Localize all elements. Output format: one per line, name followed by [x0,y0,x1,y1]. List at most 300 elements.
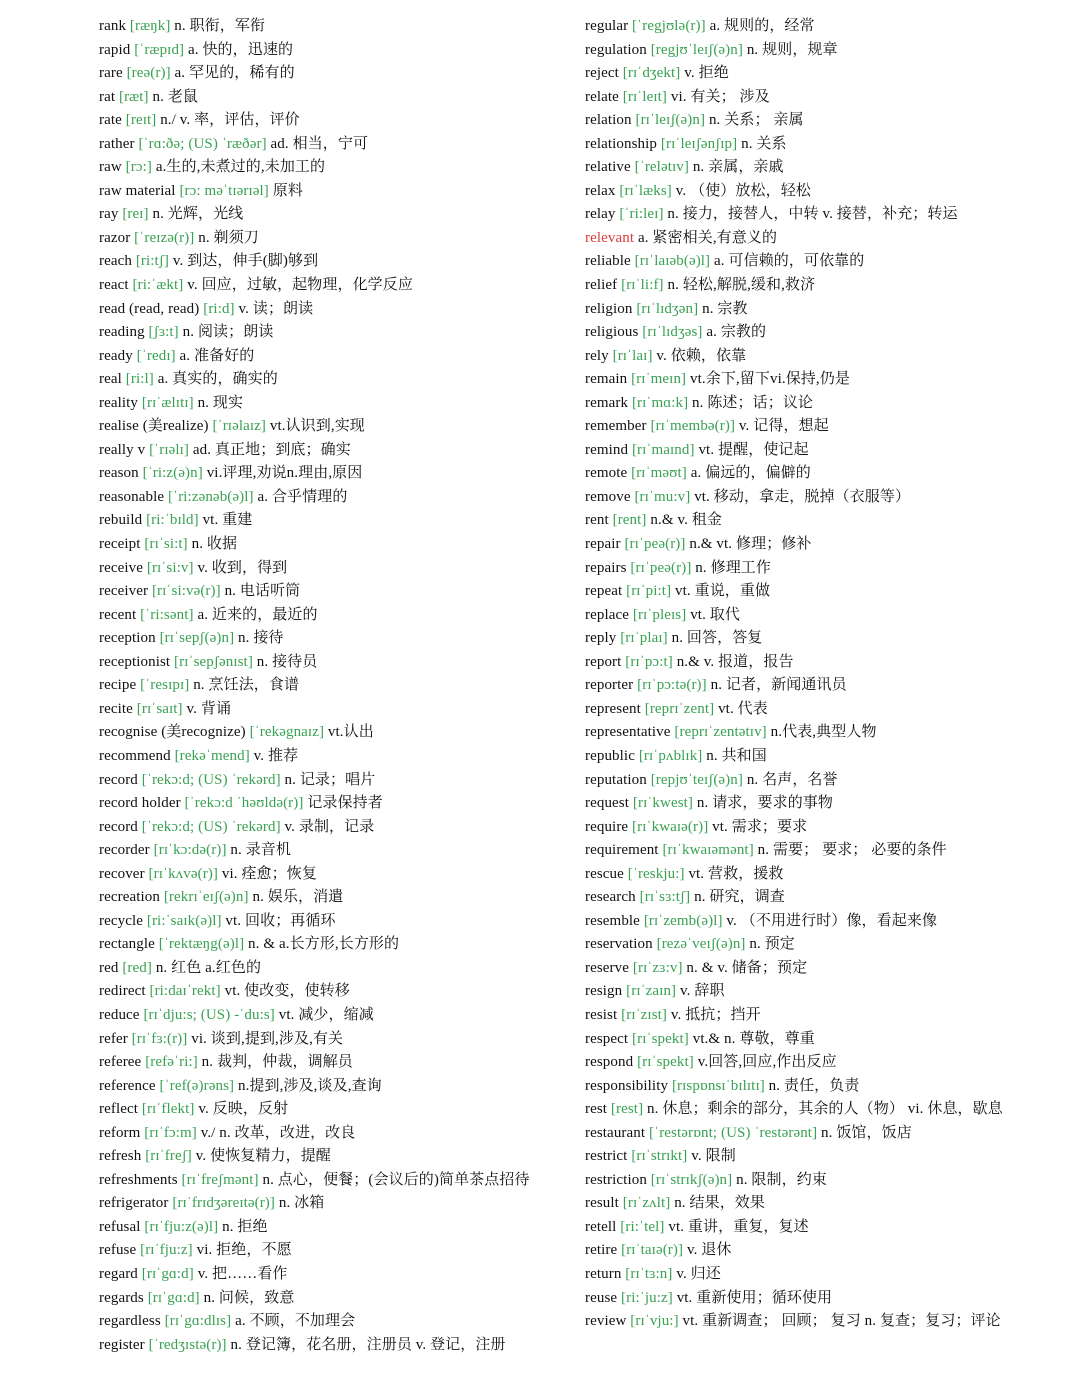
dictionary-entry [99,1169,561,1193]
dictionary-entry [99,509,561,533]
entry-phonetic: [rɪˈmɑ:k] [631,394,689,411]
entry-meaning: n. 登记簿，花名册，注册员 v. 登记，注册 [230,1336,506,1353]
entry-meaning: n. 点心，便餐；(会议后的)简单茶点招待 [262,1171,530,1188]
dictionary-entry [585,910,1047,934]
entry-word: refreshments [99,1171,178,1188]
dictionary-entry [585,345,1047,369]
entry-phonetic: [rɪˈdju:s; (US) -ˈdu:s] [143,1006,275,1023]
entry-meaning: v. （使）放松，轻松 [675,182,811,199]
entry-meaning: v. （不用进行时）像，看起来像 [726,912,938,929]
dictionary-entry [585,86,1047,110]
dictionary-entry [99,1216,561,1240]
entry-word: research [585,889,636,906]
entry-meaning: n. 老鼠 [152,88,199,105]
entry-word: republic [585,747,635,764]
entry-phonetic: [rɪspɒnsɪˈbɪlɪtɪ] [671,1077,765,1094]
dictionary-entry [585,227,1047,251]
entry-meaning: v. 依赖，依靠 [656,347,747,364]
entry-word: reflect [99,1101,138,1118]
entry-phonetic: [rɪˈpʌblɪk] [638,747,703,764]
entry-phonetic: [rɪˈpeə(r)] [624,536,686,553]
entry-phonetic: [ˈrekɔ:d; (US) ˈrekərd] [141,771,281,788]
entry-word: rapid [99,41,131,58]
entry-word: relay [585,206,616,223]
dictionary-entry [585,62,1047,86]
dictionary-entry [585,1051,1047,1075]
entry-phonetic: [rɪˈleɪʃənʃɪp] [660,135,738,152]
entry-meaning: vt. 代表 [718,700,768,717]
entry-meaning: n. 结果，效果 [674,1195,766,1212]
entry-phonetic: [ˈref(ə)rəns] [159,1077,235,1094]
entry-phonetic: [rɪˈpɔ:t] [625,653,673,670]
entry-phonetic: [red] [122,959,152,976]
entry-phonetic: [rɪˈlɪdʒən] [636,300,699,317]
dictionary-entry [585,1216,1047,1240]
entry-phonetic: [ræŋk] [129,18,171,34]
entry-meaning: vi. 拒绝，不愿 [196,1242,292,1259]
entry-meaning: v. 背诵 [186,700,232,717]
entry-phonetic: [ˈrestərɒnt; (US) ˈrestərənt] [649,1124,818,1141]
entry-word: rebuild [99,512,143,529]
entry-word: reduce [99,1006,140,1023]
entry-meaning: vi. 谈到,提到,涉及,有关 [191,1030,344,1047]
entry-word: retell [585,1218,617,1235]
dictionary-entry [99,698,561,722]
dictionary-entry [585,980,1047,1004]
dictionary-entry [585,557,1047,581]
dictionary-entry [99,180,561,204]
entry-meaning: vt. 移动，拿走，脱掉（衣服等） [694,488,911,505]
entry-word: remember [585,418,647,435]
entry-phonetic: [ri:daɪˈrekt] [149,983,221,1000]
entry-meaning: v. 到达，伸手(脚)够到 [172,253,319,270]
dictionary-entry [99,604,561,628]
dictionary-entry [99,133,561,157]
entry-phonetic: [ˈrekəgnaɪz] [249,724,325,741]
entry-meaning: vt. 需求；要求 [712,818,808,835]
entry-phonetic: [ˈredʒɪstə(r)] [148,1336,227,1353]
entry-word: reference [99,1077,156,1094]
dictionary-entry [99,39,561,63]
entry-meaning: n. 研究，调查 [694,889,785,906]
entry-phonetic: [ri:d] [203,300,235,317]
entry-meaning: n./ v. 率，评估，评价 [160,112,300,129]
entry-meaning: n.代表,典型人物 [770,724,877,741]
entry-meaning: n. 烹饪法，食谱 [193,677,300,694]
entry-meaning: n. 录音机 [230,842,292,859]
entry-meaning: n. 责任，负责 [768,1077,860,1094]
entry-meaning: ad. 真正地；到底；确实 [192,441,351,458]
entry-word: requirement [585,842,659,859]
entry-phonetic: [rɪˈsi:v] [146,559,194,576]
entry-meaning: a. 近来的，最近的 [197,606,318,623]
entry-word: request [585,795,630,812]
entry-meaning: a. 紧密相关,有意义的 [637,229,778,246]
dictionary-entry [99,1263,561,1287]
entry-word: register [99,1336,145,1353]
entry-phonetic: [ˈregjʊlə(r)] [632,18,706,34]
entry-meaning: a. 偏远的，偏僻的 [690,465,811,482]
entry-word: relationship [585,135,658,152]
dictionary-entry [99,156,561,180]
entry-phonetic: [reə(r)] [126,65,171,82]
dictionary-entry [585,250,1047,274]
entry-meaning: n. 休息；剩余的部分，其余的人（物） vi. 休息，歇息 [647,1101,1003,1118]
entry-phonetic: [rɪˈsaɪt] [136,700,183,717]
entry-meaning: v. 辞职 [680,983,725,1000]
entry-phonetic: [rɪˈstrɪkʃ(ə)n] [650,1171,733,1188]
entry-phonetic: [ri:l] [125,371,154,388]
entry-phonetic: [rɪˈleɪʃ(ə)n] [635,112,706,129]
entry-phonetic: [rɪˈməʊt] [631,465,687,482]
dictionary-entry [585,933,1047,957]
entry-meaning: n. 关系； 亲属 [708,112,804,129]
entry-word: referee [99,1054,142,1071]
entry-phonetic: [reɪt] [125,112,157,129]
entry-word: rate [99,112,122,129]
entry-phonetic: [ˈrɪəlɪ] [149,441,190,458]
dictionary-entry [585,1145,1047,1169]
dictionary-entry [99,274,561,298]
dictionary-entry [99,345,561,369]
entry-meaning: a. 罕见的，稀有的 [174,65,295,82]
dictionary-entry [99,462,561,486]
entry-meaning: n. 亲属，亲戚 [692,159,784,176]
entry-meaning: a. 规则的，经常 [709,18,815,34]
dictionary-entry [99,580,561,604]
entry-meaning: n. 接力，接替人，中转 v. 接替，补充；转运 [667,206,958,223]
dictionary-entry [585,156,1047,180]
entry-phonetic: [ˈrektæŋg(ə)l] [158,936,245,953]
entry-word: reject [585,65,619,82]
entry-phonetic: [ræt] [118,88,149,105]
dictionary-entry [585,792,1047,816]
entry-word: reply [585,630,617,647]
entry-meaning: n. 阅读；朗读 [182,324,274,341]
entry-meaning: n. 规则，规章 [746,41,838,58]
entry-word: reputation [585,771,647,788]
entry-word: really v [99,441,146,458]
entry-meaning: ad. 相当，宁可 [270,135,369,152]
dictionary-entry [99,1122,561,1146]
dictionary-entry [99,86,561,110]
entry-word: relative [585,159,631,176]
entry-meaning: vt. 取代 [690,606,740,623]
entry-phonetic: [rɪˈzɪst] [621,1006,668,1023]
dictionary-entry [99,957,561,981]
entry-meaning: v. 录制，记录 [284,818,375,835]
entry-meaning: a. 宗教的 [706,324,767,341]
entry-phonetic: [ˈri:zənəb(ə)l] [168,488,254,505]
entry-word: remind [585,441,629,458]
dictionary-entry [99,863,561,887]
entry-word: recreation [99,889,160,906]
dictionary-entry [585,274,1047,298]
entry-word: remain [585,371,628,388]
entry-phonetic: [rɪˈzʌlt] [622,1195,671,1212]
dictionary-entry [585,1310,1047,1334]
entry-word: receive [99,559,143,576]
entry-word: reading [99,324,145,341]
entry-meaning: n. 需要； 要求； 必要的条件 [757,842,947,859]
entry-phonetic: [rekrɪˈeɪʃ(ə)n] [163,889,249,906]
entry-phonetic: [ˈri:sənt] [140,606,194,623]
entry-word: remote [585,465,628,482]
entry-meaning: vt. 重说，重做 [675,583,771,600]
dictionary-entry [99,745,561,769]
entry-meaning: n. 接待 [238,630,284,647]
dictionary-entry [585,298,1047,322]
entry-phonetic: [rɪˈzaɪn] [626,983,677,1000]
entry-phonetic: [ˈredɪ] [136,347,176,364]
dictionary-entry [585,321,1047,345]
dictionary-entry [99,910,561,934]
entry-phonetic: [rɪˈlæks] [619,182,672,199]
entry-word: responsibility [585,1077,669,1094]
dictionary-entry [585,1122,1047,1146]
entry-meaning: n. 记录；唱片 [284,771,376,788]
dictionary-entry [99,533,561,557]
entry-word: receptionist [99,653,171,670]
entry-word: record holder [99,795,181,812]
entry-word: regular [585,18,629,34]
entry-phonetic: [ri:ˈsaɪk(ə)l] [146,912,222,929]
entry-word: rank [99,18,127,34]
entry-word: record [99,771,138,788]
dictionary-entry [99,1145,561,1169]
entry-meaning: vt. 重讲，重复，复述 [668,1218,809,1235]
entry-word: rely [585,347,609,364]
entry-word: rent [585,512,609,529]
dictionary-entry [585,439,1047,463]
entry-phonetic: [ˈrekɔ:d ˈhəʊldə(r)] [184,795,304,812]
entry-phonetic: [rezəˈveɪʃ(ə)n] [656,936,746,953]
entry-word: resist [585,1006,618,1023]
entry-word: reform [99,1124,141,1141]
entry-phonetic: [rɔ: məˈtɪərɪəl] [179,182,269,199]
entry-phonetic: [rɪˈmaɪnd] [631,441,695,458]
entry-word: replace [585,606,629,623]
entry-phonetic: [rɪˈpleɪs] [632,606,687,623]
entry-meaning: vt. 营救，援救 [688,865,784,882]
entry-word: recover [99,865,145,882]
entry-phonetic: [repjʊˈteɪʃ(ə)n] [650,771,743,788]
dictionary-entry [585,1169,1047,1193]
entry-meaning: n. 收据 [191,536,238,553]
dictionary-entry [585,1239,1047,1263]
entry-phonetic: [rɪˈkwest] [632,795,694,812]
entry-word: recent [99,606,137,623]
dictionary-entry [585,698,1047,722]
entry-phonetic: [rɪˈleɪt] [622,88,667,105]
entry-word: redirect [99,983,146,1000]
dictionary-entry [99,674,561,698]
entry-phonetic: [reprɪˈzent] [644,700,715,717]
entry-meaning: vi. 痊愈；恢复 [221,865,317,882]
entry-word: return [585,1265,622,1282]
entry-word: recycle [99,912,143,929]
entry-meaning: v.回答,回应,作出反应 [697,1054,837,1071]
entry-phonetic: [ri:ˈækt] [132,277,184,294]
dictionary-entry [99,792,561,816]
entry-word: regardless [99,1313,161,1330]
entry-phonetic: [rɪˈtaɪə(r)] [621,1242,684,1259]
entry-meaning: v. 反映，反射 [198,1101,289,1118]
entry-phonetic: [rɪˈspekt] [632,1030,689,1047]
entry-word: record [99,818,138,835]
entry-meaning: n. 电话听筒 [224,583,301,600]
entry-phonetic: [rɪˈlaɪ] [612,347,653,364]
dictionary-entry [585,863,1047,887]
entry-word: repairs [585,559,627,576]
entry-word: refuse [99,1242,137,1259]
dictionary-entry [99,250,561,274]
dictionary-entry [99,15,561,39]
entry-phonetic: [ri:ˈju:z] [621,1289,673,1306]
dictionary-entry [585,1287,1047,1311]
entry-meaning: a. 准备好的 [179,347,255,364]
entry-meaning: a. 不顾，不加理会 [235,1313,356,1330]
right-column [585,15,1047,1357]
dictionary-entry [585,392,1047,416]
entry-word: religion [585,300,633,317]
entry-meaning: n. 光辉，光线 [152,206,244,223]
entry-phonetic: [ˈrɑ:ðə; (US) ˈræðər] [138,135,267,152]
dictionary-entry [585,580,1047,604]
entry-word: require [585,818,629,835]
dictionary-entry [585,604,1047,628]
entry-phonetic: [regjʊˈleɪʃ(ə)n] [650,41,743,58]
entry-meaning: v./ n. 改革，改进，改良 [200,1124,356,1141]
entry-phonetic: [rɪˈspekt] [637,1054,694,1071]
entry-phonetic: [rekəˈmend] [174,747,250,764]
dictionary-entry [99,886,561,910]
entry-word: restriction [585,1171,647,1188]
entry-word: repeat [585,583,623,600]
entry-word: raw material [99,182,176,199]
entry-meaning: vt. 重新使用；循环使用 [676,1289,833,1306]
entry-word: refusal [99,1218,141,1235]
dictionary-entry [99,769,561,793]
entry-meaning: v. 读；朗读 [238,300,314,317]
entry-meaning: a.生的,未煮过的,未加工的 [155,159,326,176]
dictionary-entry [585,533,1047,557]
entry-phonetic: [rɪˈsɜ:tʃ] [639,889,691,906]
entry-word: rectangle [99,936,155,953]
entry-word: red [99,959,119,976]
entry-word: ready [99,347,133,364]
dictionary-entry [99,227,561,251]
entry-meaning: n. 陈述；话；议论 [692,394,814,411]
entry-meaning: v. 限制 [691,1148,736,1165]
dictionary-entry [99,203,561,227]
entry-phonetic: [rɪˈzɜ:v] [632,959,683,976]
entry-meaning: n. 关系 [741,135,787,152]
entry-word: review [585,1313,627,1330]
dictionary-entry [99,933,561,957]
entry-word: realise (美realize) [99,418,209,435]
entry-phonetic: [rɪˈfreʃmənt] [181,1171,259,1188]
entry-meaning: n. 共和国 [706,747,767,764]
left-column [99,15,561,1357]
entry-word: repair [585,536,621,553]
entry-meaning: a. 合乎情理的 [257,488,348,505]
dictionary-entry [585,180,1047,204]
dictionary-entry [99,980,561,1004]
entry-meaning: n. 剃须刀 [198,229,259,246]
entry-word: recorder [99,842,150,859]
dictionary-entry [585,1004,1047,1028]
dictionary-entry [585,1028,1047,1052]
dictionary-entry [99,392,561,416]
entry-meaning: n. 接待员 [256,653,318,670]
dictionary-entry [99,415,561,439]
entry-phonetic: [rɪˈvju:] [630,1313,679,1330]
dictionary-entry [585,415,1047,439]
entry-word: refresh [99,1148,142,1165]
entry-word: resemble [585,912,640,929]
entry-word: result [585,1195,619,1212]
entry-phonetic: [ˈreɪzə(r)] [134,229,195,246]
entry-phonetic: [ri:tʃ] [135,253,170,270]
entry-phonetic: [rɪˈmembə(r)] [650,418,736,435]
entry-word: react [99,277,129,294]
entry-meaning: n. 拒绝 [222,1218,268,1235]
entry-meaning: 原料 [272,182,303,199]
dictionary-entry [585,368,1047,392]
entry-phonetic: [ˈri:z(ə)n] [142,465,203,482]
entry-phonetic: [rɪˈsi:və(r)] [151,583,221,600]
entry-word: retire [585,1242,618,1259]
entry-word: rare [99,65,123,82]
entry-phonetic: [rɪˈmeɪn] [631,371,687,388]
entry-word: represent [585,700,641,717]
entry-phonetic: [rɪˈfju:z(ə)l] [144,1218,219,1235]
dictionary-entry [99,1287,561,1311]
entry-meaning: vt. 减少，缩减 [278,1006,374,1023]
entry-meaning: vt.认出 [327,724,374,741]
entry-phonetic: [ri:ˈtel] [620,1218,665,1235]
entry-phonetic: [rɪˈfɔ:m] [144,1124,197,1141]
entry-word: reservation [585,936,653,953]
dictionary-entry [585,486,1047,510]
dictionary-entry [99,1004,561,1028]
entry-word: religious [585,324,639,341]
dictionary-entry [585,769,1047,793]
dictionary-entry [99,816,561,840]
entry-phonetic: [rɪˈsepʃənɪst] [174,653,253,670]
entry-word: reality [99,394,139,411]
dictionary-entry [99,109,561,133]
entry-phonetic: [rɔ:] [125,159,152,176]
entry-meaning: vt. 回收；再循环 [225,912,336,929]
entry-meaning: v. 回应，过敏，起物理，化学反应 [187,277,413,294]
entry-meaning: n. 记者，新闻通讯员 [710,677,847,694]
entry-phonetic: [ʃɜ:t] [148,324,179,341]
entry-meaning: vi.评理,劝说n.理由,原因 [206,465,363,482]
entry-word: restrict [585,1148,628,1165]
entry-meaning: n. & v. 储备；预定 [686,959,808,976]
entry-word: representative [585,724,671,741]
entry-meaning: a. 可信赖的，可依靠的 [714,253,865,270]
dictionary-entry [585,839,1047,863]
dictionary-entry [585,1075,1047,1099]
entry-phonetic: [rɪˈsi:t] [144,536,188,553]
entry-word: rescue [585,865,624,882]
dictionary-entry [99,1239,561,1263]
entry-phonetic: [rɪˈfɜ:(r)] [131,1030,188,1047]
entry-word: rat [99,88,116,105]
